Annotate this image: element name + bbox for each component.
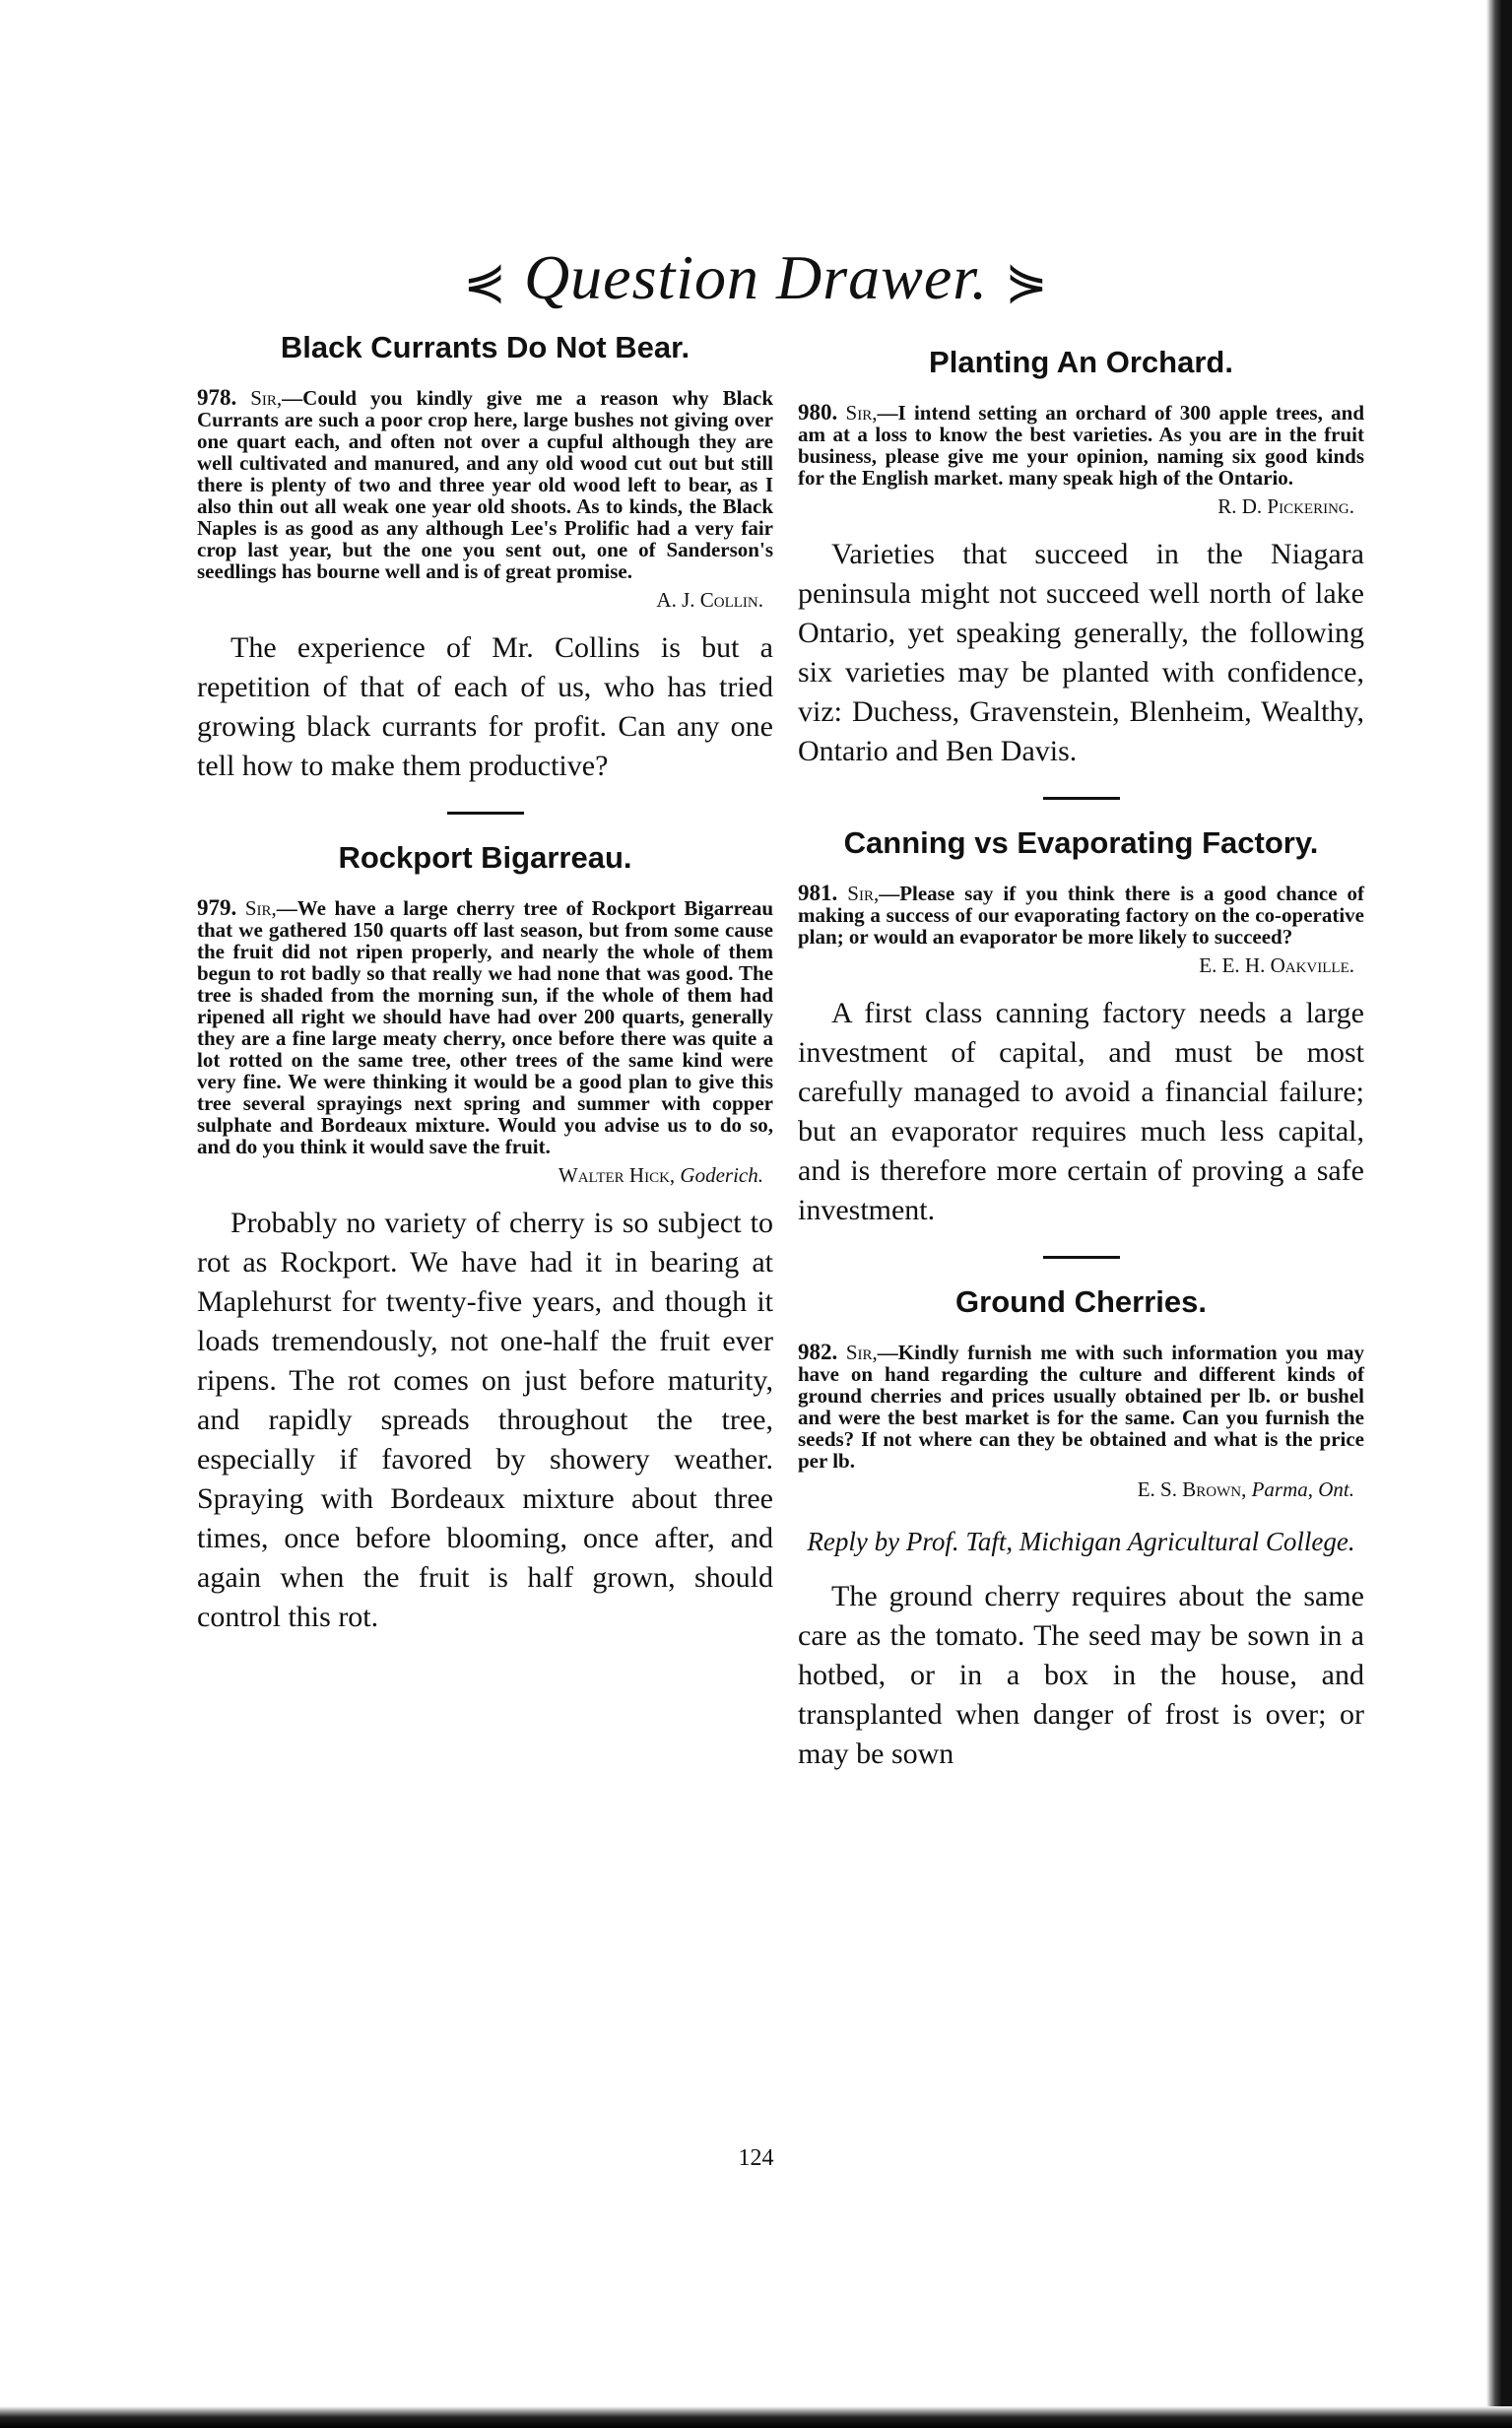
heading-980: Planting An Orchard. xyxy=(929,345,1233,379)
question-978 xyxy=(197,387,773,582)
question-text-982: —Kindly furnish me with such information you may have on hand regarding the culture and different kinds of ground cherries and prices usually obtained per lb. or bushel and were the best market is for the same. Can you furnish the seeds? If not where can they be obtained and what is the price per lb. xyxy=(798,1341,1364,1473)
heading-981: Canning vs Evaporating Factory. xyxy=(843,825,1319,860)
signature-978: A. J. Collin. xyxy=(656,588,763,612)
section-978 xyxy=(197,330,773,786)
signature-name-979: Walter Hick, xyxy=(558,1163,676,1187)
question-980 xyxy=(798,402,1364,489)
heading-979: Rockport Bigarreau. xyxy=(338,840,632,875)
section-982 xyxy=(798,1284,1364,1774)
page-bottom-shadow xyxy=(0,2406,1512,2428)
answer-982: The ground cherry requires about the same care as the tomato. The seed may be sown in a hotbed, or in a box in the house, and transplanted when danger of frost is over; or may be sown xyxy=(798,1580,1364,1770)
section-980 xyxy=(798,345,1364,771)
section-979 xyxy=(197,840,773,1637)
signature-980: R. D. Pickering. xyxy=(1217,494,1354,518)
question-text-979: —We have a large cherry tree of Rockport Bigarreau that we gathered 150 quarts off last season, but from some cause the fruit did not ripen properly, and nearly the whole of them begun to rot badly so that really we had none that was good. The tree is shaded from the morning sun, if the whole of them had ripened all right we should have had over 200 quarts, generally they are a fine large meaty cherry, once before there was quite a lot rotted on the same tree, other trees of the same kind were very fine. We were thinking it would be a good plan to give this tree several sprayings next spring and summer with copper sulphate and Bordeaux mixture. Would you advise us to do so, and do you think it would save the fruit. xyxy=(197,896,774,1158)
page-number: 124 xyxy=(738,2145,774,2171)
page-edge-shadow xyxy=(1486,0,1512,2428)
signature-place-979: Goderich. xyxy=(680,1163,763,1187)
signature-981: E. E. H. Oakville. xyxy=(1199,953,1354,977)
question-982 xyxy=(798,1342,1364,1472)
section-divider xyxy=(1043,797,1120,800)
right-column xyxy=(798,345,1364,1774)
salutation-978: Sir, xyxy=(250,386,283,410)
question-979 xyxy=(197,897,773,1157)
question-number-978: 978. xyxy=(197,385,237,410)
salutation-981: Sir, xyxy=(847,882,880,905)
signature-979 xyxy=(197,1163,763,1188)
signature-982 xyxy=(798,1477,1354,1502)
left-column xyxy=(197,330,773,1637)
section-divider xyxy=(1043,1256,1120,1259)
answer-981: A first class canning factory needs a large investment of capital, and must be most carefully managed to avoid a financial failure; but an evaporator requires much less capital, and is therefore more certain of proving a safe investment. xyxy=(798,997,1364,1226)
question-number-981: 981. xyxy=(798,881,838,905)
title-ornament-left: ⋞ xyxy=(463,254,507,310)
section-981 xyxy=(798,825,1364,1230)
question-text-981: —Please say if you think there is a good chance of making a success of our evaporating factory on the co-operative plan; or would an evaporator be more likely to succeed? xyxy=(798,882,1365,949)
signature-name-982: E. S. Brown, xyxy=(1137,1477,1247,1501)
salutation-979: Sir, xyxy=(244,896,277,920)
heading-982: Ground Cherries. xyxy=(955,1284,1207,1319)
salutation-982: Sir, xyxy=(845,1341,878,1364)
title-text: Question Drawer. xyxy=(523,242,989,312)
question-number-982: 982. xyxy=(798,1340,838,1364)
signature-place-982: Parma, Ont. xyxy=(1251,1477,1354,1501)
section-divider xyxy=(447,812,524,815)
answer-980: Varieties that succeed in the Niagara peninsula might not succeed well north of lake Ontario, yet speaking generally, the following six varieties may be planted with confidence, viz: Duchess, Gravenstein, Blenheim, Wealthy, Ontario and Ben Davis. xyxy=(798,538,1364,767)
answer-979: Probably no variety of cherry is so subject to rot as Rockport. We have had it in bearing at Maplehurst for twenty-five years, and though it loads tremendously, not one-half the fruit ever ripens. The rot comes on just before maturity, and rapidly spreads throughout the tree, especially if favored by showery weather. Spraying with Bordeaux mixture about three times, once before blooming, once after, and again when the fruit is half grown, should control this rot. xyxy=(197,1207,773,1633)
page-title xyxy=(0,241,1512,314)
question-981 xyxy=(798,883,1364,948)
answer-978: The experience of Mr. Collins is but a repetition of that of each of us, who has tried growing black currants for profit. Can any one tell how to make them productive? xyxy=(197,631,773,782)
reply-attribution-982: Reply by Prof. Taft, Michigan Agricultural College. xyxy=(807,1527,1355,1556)
question-text-978: —Could you kindly give me a reason why Black Currants are such a poor crop here, large bushes not giving over one quart each, and often not over a cupful although they are well cultivated and manured, and any old wood cut out but still there is plenty of two and three year old wood left to bear, as I also thin out all weak one year old shoots. As to kinds, the Black Naples is as good as any although Lee's Prolific had a very fair crop last year, but the one you sent out, one of Sanderson's seedlings has bourne well and is of great promise. xyxy=(197,386,774,583)
question-number-979: 979. xyxy=(197,895,237,920)
question-text-980: —I intend setting an orchard of 300 apple trees, and am at a loss to know the best varieties. As you are in the fruit business, please give me your opinion, naming six good kinds for the English market. many speak high of the Ontario. xyxy=(798,401,1364,490)
heading-978: Black Currants Do Not Bear. xyxy=(280,330,690,364)
question-number-980: 980. xyxy=(798,400,838,425)
salutation-980: Sir, xyxy=(845,401,878,425)
title-ornament-right: ⋟ xyxy=(1005,254,1049,310)
